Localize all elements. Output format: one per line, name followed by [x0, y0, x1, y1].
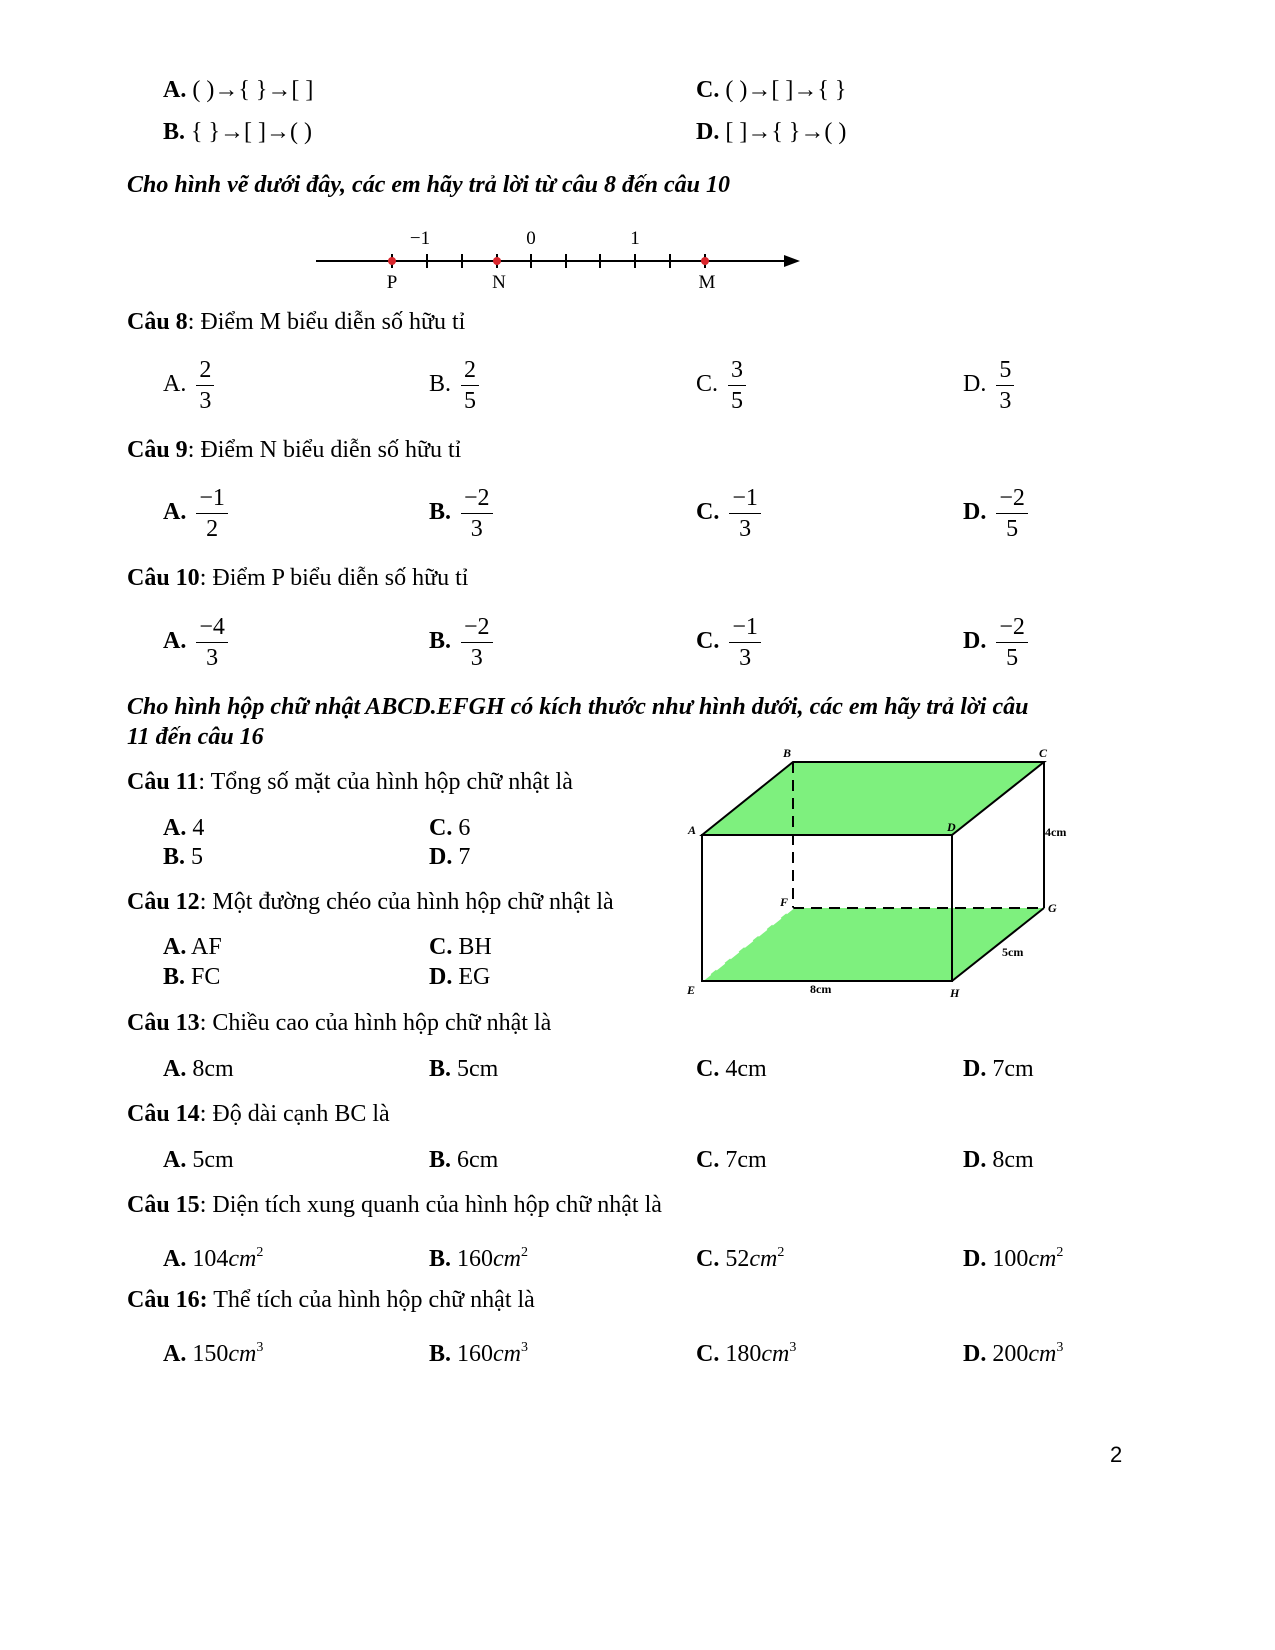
number-line-arrow-icon [784, 255, 800, 267]
option-top-a: A. ( )→{ }→[ ] [163, 77, 314, 103]
q12-option-d: D. EG [429, 964, 491, 990]
q10-option-b: B. $\frac{-2}{3}$ [429, 613, 493, 672]
option-top-c: C. ( )→[ ]→{ } [696, 77, 847, 103]
q10-option-c: C. $\frac{-1}{3}$ [696, 613, 761, 672]
q10-option-d: D. $\frac{-2}{5}$ [963, 613, 1028, 672]
point-m-marker [701, 257, 709, 265]
point-n-marker [493, 257, 501, 265]
dim-height-label: 4cm [1045, 825, 1067, 839]
question-11: Câu 11: Tổng số mặt của hình hộp chữ nhật là [127, 769, 573, 795]
point-p-marker [388, 257, 396, 265]
vertex-c-label: C [1039, 746, 1048, 760]
question-10: Câu 10: Điểm P biểu diễn số hữu tỉ [127, 565, 469, 591]
q13-option-a: A. 8cm [163, 1056, 234, 1082]
q12-option-b: B. FC [163, 964, 221, 990]
option-top-d: D. [ ]→{ }→( ) [696, 119, 847, 145]
q11-option-c: C. 6 [429, 815, 471, 841]
dim-depth-label: 5cm [1002, 945, 1024, 959]
question-12: Câu 12: Một đường chéo của hình hộp chữ nhật là [127, 889, 614, 915]
q14-option-d: D. 8cm [963, 1147, 1034, 1173]
vertex-e-label: E [687, 983, 696, 997]
question-9: Câu 9: Điểm N biểu diễn số hữu tỉ [127, 437, 462, 463]
q8-option-a: A. $\frac{2}{3}$ [163, 356, 214, 415]
q14-option-a: A. 5cm [163, 1147, 234, 1173]
vertex-h-label: H [950, 986, 960, 1000]
dim-length-label: 8cm [810, 982, 832, 996]
vertex-g-label: G [1048, 901, 1057, 915]
option-top-b: B. { }→[ ]→( ) [163, 119, 313, 145]
q9-option-c: C. $\frac{-1}{3}$ [696, 484, 761, 543]
vertex-d-label: D [947, 820, 956, 834]
point-m-label: M [698, 272, 716, 293]
q10-option-a: A. $\frac{-4}{3}$ [163, 613, 228, 672]
q9-option-b: B. $\frac{-2}{3}$ [429, 484, 493, 543]
top-face [702, 762, 1044, 835]
q13-option-b: B. 5cm [429, 1056, 499, 1082]
vertex-f-label: F [780, 895, 789, 909]
q11-option-b: B. 5 [163, 844, 204, 870]
question-13: Câu 13: Chiều cao của hình hộp chữ nhật là [127, 1010, 552, 1036]
number-line-figure [300, 220, 820, 300]
cuboid-figure [680, 740, 1080, 1010]
q13-option-d: D. 7cm [963, 1056, 1034, 1082]
point-p-label: P [386, 272, 398, 293]
question-8: Câu 8: Điểm M biểu diễn số hữu tỉ [127, 309, 466, 335]
q14-option-b: B. 6cm [429, 1147, 499, 1173]
q15-option-a: A. $104cm^2$ [163, 1245, 264, 1272]
q15-option-b: B. $160cm^2$ [429, 1245, 528, 1272]
tick-label-minus-one: −1 [409, 228, 431, 249]
q11-option-d: D. 7 [429, 844, 471, 870]
q16-option-b: B. $160cm^3$ [429, 1340, 528, 1367]
q13-option-c: C. 4cm [696, 1056, 767, 1082]
q9-option-a: A. $\frac{-1}{2}$ [163, 484, 228, 543]
q16-option-a: A. $150cm^3$ [163, 1340, 264, 1367]
q15-option-c: C. $52cm^2$ [696, 1245, 785, 1272]
question-15: Câu 15: Diện tích xung quanh của hình hộp chữ nhật là [127, 1192, 662, 1218]
question-16: Câu 16: Thể tích của hình hộp chữ nhật là [127, 1287, 535, 1313]
q14-option-c: C. 7cm [696, 1147, 767, 1173]
question-14: Câu 14: Độ dài cạnh BC là [127, 1101, 390, 1127]
vertex-b-label: B [783, 746, 792, 760]
q11-option-a: A. 4 [163, 815, 205, 841]
q8-option-d: D. $\frac{5}{3}$ [963, 356, 1014, 415]
q16-option-c: C. $180cm^3$ [696, 1340, 797, 1367]
q8-option-b: B. $\frac{2}{5}$ [429, 356, 479, 415]
tick-label-zero: 0 [526, 228, 536, 249]
tick-label-one: 1 [630, 228, 640, 249]
q15-option-d: D. $100cm^2$ [963, 1245, 1064, 1272]
q9-option-d: D. $\frac{-2}{5}$ [963, 484, 1028, 543]
point-n-label: N [492, 272, 506, 293]
q8-option-c: C. $\frac{3}{5}$ [696, 356, 746, 415]
page-number: 2 [1110, 1442, 1123, 1467]
numberline-instruction: Cho hình vẽ dưới đây, các em hãy trả lời từ câu 8 đến câu 10 [127, 172, 730, 198]
q12-option-c: C. BH [429, 934, 492, 960]
vertex-a-label: A [688, 823, 697, 837]
box-instruction-line-2: 11 đến câu 16 [127, 724, 264, 750]
bottom-face [702, 908, 1044, 981]
q16-option-d: D. $200cm^3$ [963, 1340, 1064, 1367]
q12-option-a: A. AF [163, 934, 222, 960]
box-instruction-line-1: Cho hình hộp chữ nhật ABCD.EFGH có kích thước như hình dưới, các em hãy trả lời câu [127, 694, 1029, 720]
